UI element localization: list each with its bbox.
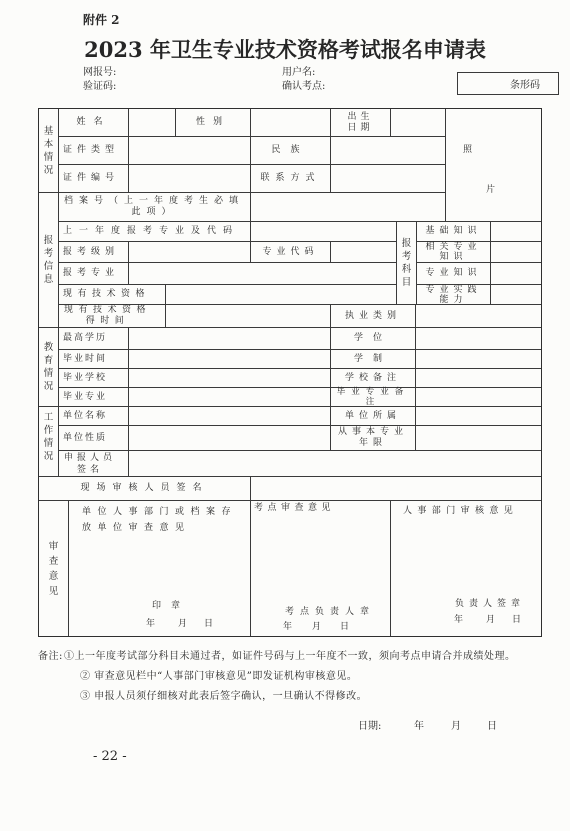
site-date-day: 日 xyxy=(340,622,350,632)
contact-label-cell xyxy=(250,164,331,193)
page-number: - 22 - xyxy=(93,749,127,764)
grad-major-note-value-cell xyxy=(415,387,542,407)
section-work-label: 工作情况 xyxy=(43,412,54,462)
birth-date-value-cell xyxy=(390,108,446,137)
subject-professional-knowledge-value-cell xyxy=(490,262,542,285)
grad-major-label-cell xyxy=(58,387,129,407)
highest-degree-label: 最高学历 xyxy=(63,333,108,343)
birth-date-label: 出生日期 xyxy=(347,111,374,133)
current-qualification-label: 现有技术资格 xyxy=(63,289,151,299)
section-review xyxy=(38,500,69,637)
note-item-2: ② 审查意见栏中“人事部门审核意见”即发证机构审核意见。 xyxy=(80,671,358,682)
footer-date-day: 日 xyxy=(487,721,497,732)
note-item-3: ③ 申报人员须仔细核对此表后签字确认，一旦确认不得修改。 xyxy=(80,691,368,702)
last-year-major-label-cell xyxy=(58,221,251,242)
section-application-info xyxy=(38,192,59,328)
subjects-header-label: 报考科目 xyxy=(401,238,412,288)
name-label: 姓名 xyxy=(76,117,111,127)
id-number-label: 证件编号 xyxy=(63,173,120,183)
footer-date-year: 年 xyxy=(414,721,424,732)
qualification-time-label: 现有技术资格得时间 xyxy=(63,305,151,326)
site-date-year: 年 xyxy=(283,622,293,632)
barcode-box xyxy=(457,72,559,95)
archive-no-label: 档案号（上一年度考生必填此项） xyxy=(63,196,244,217)
subject-practice-ability-cell xyxy=(416,284,491,305)
gender-label-cell xyxy=(175,108,251,137)
current-qualification-value-cell xyxy=(165,284,397,305)
onsite-reviewer-signature-label-cell xyxy=(38,476,251,501)
confirm-site-label: 确认考点: xyxy=(282,81,326,92)
site-head-seal-label: 考点负责人章 xyxy=(285,607,376,617)
schooling-years-value-cell xyxy=(415,349,542,369)
grad-major-value-cell xyxy=(128,387,331,407)
section-education-label: 教育情况 xyxy=(43,342,54,392)
employer-date-year: 年 xyxy=(146,619,156,629)
degree-label-cell xyxy=(330,327,416,350)
schooling-years-label-cell xyxy=(330,349,416,369)
major-code-label-cell xyxy=(250,241,331,263)
major-code-label: 专业代码 xyxy=(262,246,319,257)
section-application-info-label: 报考信息 xyxy=(43,235,54,285)
attachment-label: 附件 2 xyxy=(83,13,120,27)
school-label-cell xyxy=(58,368,129,388)
section-basic-info-label: 基本情况 xyxy=(43,125,54,176)
subject-related-knowledge-value-cell xyxy=(490,241,542,263)
highest-degree-label-cell xyxy=(58,327,129,350)
employer-date-month: 月 xyxy=(178,619,188,629)
section-education xyxy=(38,327,59,407)
onsite-reviewer-signature-value-cell xyxy=(250,476,542,501)
subject-related-knowledge-label: 相关专业知识 xyxy=(425,242,482,262)
subject-basic-knowledge-cell xyxy=(416,221,491,242)
grad-major-note-label-cell xyxy=(330,387,416,407)
level-label: 报考级别 xyxy=(63,246,120,257)
school-value-cell xyxy=(128,368,331,388)
photo-label-char-2: 片 xyxy=(486,185,496,195)
subject-basic-knowledge-value-cell xyxy=(490,221,542,242)
school-note-value-cell xyxy=(415,368,542,388)
id-type-value-cell xyxy=(128,136,251,165)
employer-affiliation-value-cell xyxy=(415,406,542,426)
subject-basic-knowledge-label: 基础知识 xyxy=(425,226,482,236)
employer-type-value-cell xyxy=(128,425,331,451)
name-label-cell xyxy=(58,108,129,137)
hr-date-year: 年 xyxy=(454,615,464,625)
grad-time-label-cell xyxy=(58,349,129,369)
ethnicity-label: 民族 xyxy=(271,145,310,155)
years-in-field-label-cell xyxy=(330,425,416,451)
name-value-cell xyxy=(128,108,176,137)
employer-seal-label: 印章 xyxy=(152,601,191,611)
site-opinion-heading: 考点审查意见 xyxy=(254,503,336,513)
subject-professional-knowledge-cell xyxy=(416,262,491,285)
employer-label-cell xyxy=(58,406,129,426)
school-label: 毕业学校 xyxy=(63,372,108,383)
school-note-label-cell xyxy=(330,368,416,388)
notes-label: 备注: xyxy=(38,651,63,662)
current-qualification-label-cell xyxy=(58,284,166,305)
applicant-signature-label-cell xyxy=(58,450,129,477)
net-id-label: 网报号: xyxy=(83,67,117,78)
qualification-time-value-cell xyxy=(165,304,331,328)
schooling-years-label: 学制 xyxy=(353,353,392,364)
employer-type-label: 单位性质 xyxy=(63,432,108,443)
hr-opinion-heading: 人事部门审核意见 xyxy=(403,506,519,516)
employer-label: 单位名称 xyxy=(63,410,108,421)
section-basic-info xyxy=(38,108,59,193)
years-in-field-label: 从事本专业年限 xyxy=(337,427,408,448)
subject-related-knowledge-cell xyxy=(416,241,491,263)
highest-degree-value-cell xyxy=(128,327,331,350)
subject-practice-ability-value-cell xyxy=(490,284,542,305)
applicant-signature-value-cell xyxy=(128,450,542,477)
major-code-value-cell xyxy=(330,241,397,263)
photo-cell xyxy=(445,108,542,222)
employer-affiliation-label: 单位所属 xyxy=(344,410,401,421)
onsite-reviewer-signature-label: 现场审核人员签名 xyxy=(80,483,209,493)
section-work xyxy=(38,406,59,477)
footer-date-month: 月 xyxy=(451,721,461,732)
subjects-header-cell xyxy=(396,221,417,305)
id-number-label-cell xyxy=(58,164,129,193)
major-label-cell xyxy=(58,262,129,285)
last-year-major-value-cell xyxy=(250,221,397,242)
username-label: 用户名: xyxy=(282,67,316,78)
id-type-label: 证件类型 xyxy=(63,145,120,155)
employer-affiliation-label-cell xyxy=(330,406,416,426)
employer-opinion-heading: 单位人事部门或档案存放单位审查意见 xyxy=(82,507,238,533)
employer-type-label-cell xyxy=(58,425,129,451)
years-in-field-value-cell xyxy=(415,425,542,451)
gender-label: 性别 xyxy=(195,117,230,127)
grad-major-label: 毕业专业 xyxy=(63,391,108,402)
degree-label: 学位 xyxy=(353,333,392,343)
major-value-cell xyxy=(128,262,397,285)
gender-value-cell xyxy=(250,108,331,137)
practice-category-value-cell xyxy=(415,304,542,328)
practice-category-label: 执业类别 xyxy=(344,310,401,321)
form-title: 2023 年卫生专业技术资格考试报名申请表 xyxy=(84,37,486,62)
qualification-time-label-cell xyxy=(58,304,166,328)
footer-date-label: 日期: xyxy=(358,721,382,732)
degree-value-cell xyxy=(415,327,542,350)
major-label: 报考专业 xyxy=(63,268,120,278)
photo-label-char-1: 照 xyxy=(463,145,473,155)
applicant-signature-label: 申报人员签名 xyxy=(63,452,116,475)
level-value-cell xyxy=(128,241,251,263)
contact-label: 联系方式 xyxy=(260,173,321,183)
practice-category-label-cell xyxy=(330,304,416,328)
birth-date-label-cell xyxy=(330,108,391,137)
ethnicity-value-cell xyxy=(330,136,446,165)
section-review-label: 审查意见 xyxy=(48,540,59,597)
captcha-label: 验证码: xyxy=(83,81,117,92)
barcode-label: 条形码 xyxy=(510,80,540,91)
school-note-label: 学校备注 xyxy=(344,372,401,383)
grad-major-note-label: 毕业专业备注 xyxy=(336,387,410,407)
subject-practice-ability-label: 专业实践能力 xyxy=(425,284,482,305)
hr-date-month: 月 xyxy=(486,615,496,625)
id-type-label-cell xyxy=(58,136,129,165)
grad-time-value-cell xyxy=(128,349,331,369)
id-number-value-cell xyxy=(128,164,251,193)
archive-no-label-cell xyxy=(58,192,251,222)
note-item-1: ①上一年度考试部分科目未通过者，如证件号码与上一年度不一致，须向考点申请合并成绩处理。 xyxy=(64,651,516,662)
employer-date-day: 日 xyxy=(204,619,214,629)
last-year-major-label: 上一年度报考专业及代码 xyxy=(63,226,240,236)
level-label-cell xyxy=(58,241,129,263)
subject-professional-knowledge-label: 专业知识 xyxy=(425,268,482,278)
archive-no-value-cell xyxy=(250,192,446,222)
ethnicity-label-cell xyxy=(250,136,331,165)
contact-value-cell xyxy=(330,164,446,193)
employer-value-cell xyxy=(128,406,331,426)
grad-time-label: 毕业时间 xyxy=(63,353,108,364)
site-date-month: 月 xyxy=(312,622,322,632)
hr-date-day: 日 xyxy=(512,615,522,625)
head-signature-label: 负责人签章 xyxy=(455,599,526,609)
